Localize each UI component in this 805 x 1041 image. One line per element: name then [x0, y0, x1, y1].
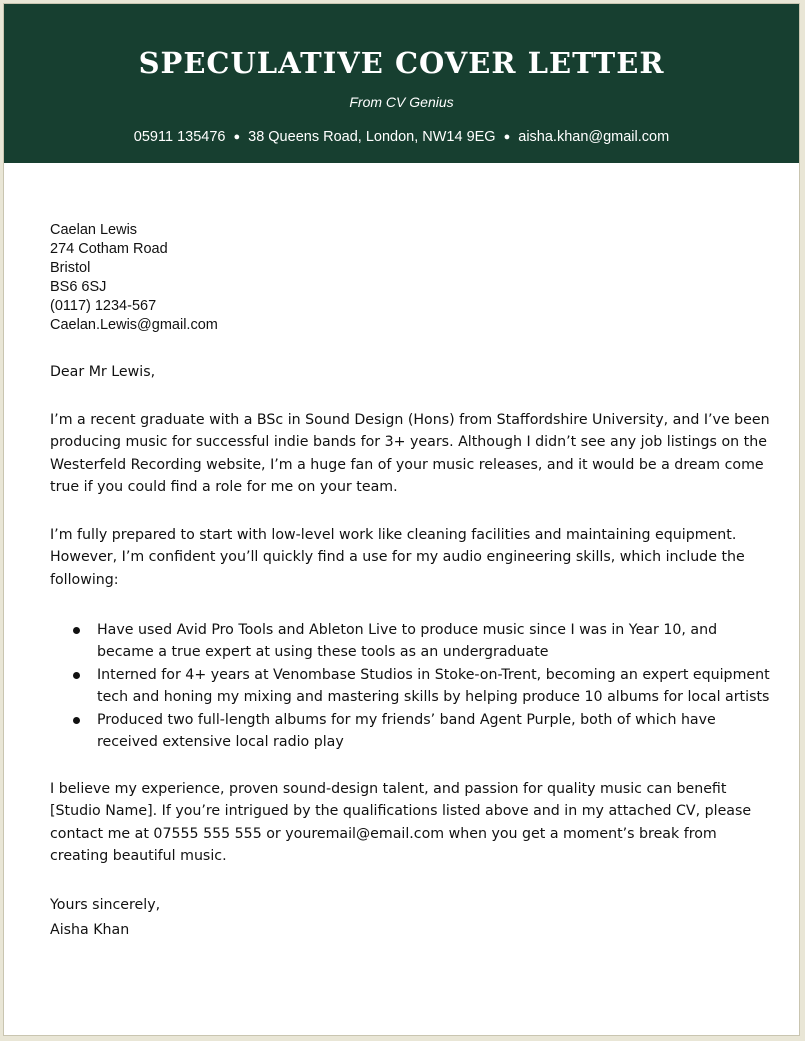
paragraph-skills-intro: I’m fully prepared to start with low-level work like cleaning facilities and maintaining equipment. However, I’m confident you’ll quickly find a use for my audio engineering skills, which include the following: [50, 527, 745, 588]
document-subtitle: From CV Genius [349, 94, 454, 110]
list-item-text: Interned for 4+ years at Venombase Studios in Stoke-on-Trent, becoming an expert equipment tech and honing my mixing and mastering skills by helping produce 10 albums for local artists [97, 666, 770, 706]
sender-phone: 05911 135476 [133, 129, 226, 145]
salutation: Dear Mr Lewis, [50, 364, 156, 380]
signature-name: Aisha Khan [50, 922, 130, 938]
list-item [50, 619, 770, 664]
separator-dot-icon: ● [503, 131, 511, 143]
recipient-phone: (0117) 1234-567 [50, 298, 157, 314]
recipient-street: 274 Cotham Road [50, 241, 168, 257]
bullet-icon [73, 717, 80, 724]
recipient-block [50, 221, 218, 335]
skills-list [50, 619, 770, 753]
recipient-name: Caelan Lewis [50, 222, 138, 238]
document-title: SPECULATIVE COVER LETTER [138, 46, 665, 80]
sender-address: 38 Queens Road, London, NW14 9EG [248, 129, 496, 145]
paragraph-intro: I’m a recent graduate with a BSc in Sound Design (Hons) from Staffordshire University, and I’ve been producing music for successful indie bands for 3+ years. Although I didn’t see any job listings on the Westerfeld Recording website, I’m a huge fan of your music releases, and it would be a dream come true if you could find a role for me on your team. [50, 412, 770, 496]
recipient-postcode: BS6 6SJ [50, 279, 107, 295]
separator-dot-icon: ● [233, 131, 241, 143]
list-item [50, 709, 770, 754]
list-item-text: Produced two full-length albums for my friends’ band Agent Purple, both of which have received extensive local radio play [97, 711, 716, 751]
list-item [50, 664, 770, 709]
paragraph-closing: I believe my experience, proven sound-design talent, and passion for quality music can benefit [Studio Name]. If you’re intrigued by the qualifications listed above and in my attached CV, please contact me at 07555 555 555 or youremail@email.com when you get a moment’s break from creating beautiful music. [50, 781, 752, 865]
sender-contact-line [4, 130, 799, 145]
recipient-city: Bristol [50, 260, 91, 276]
closing: Yours sincerely, [50, 897, 161, 913]
list-item-text: Have used Avid Pro Tools and Ableton Live to produce music since I was in Year 10, and became a true expert at using these tools as an undergraduate [97, 622, 718, 661]
recipient-email: Caelan.Lewis@gmail.com [50, 317, 218, 333]
sender-email: aisha.khan@gmail.com [518, 129, 670, 145]
bullet-icon [73, 627, 80, 634]
letter-page [3, 3, 800, 1036]
bullet-icon [73, 672, 80, 679]
letter-header [4, 4, 799, 163]
